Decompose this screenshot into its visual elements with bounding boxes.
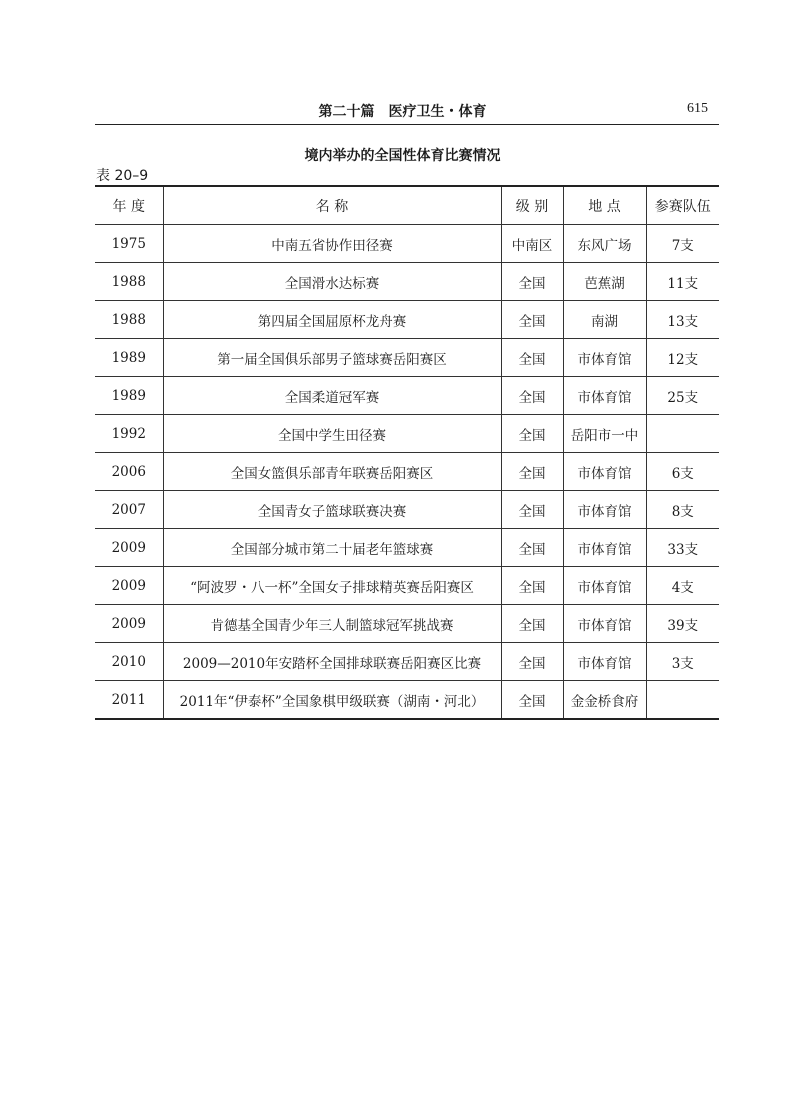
cell-place: 市体育馆 (563, 605, 646, 643)
chapter-title: 第二十篇 医疗卫生・体育 (318, 104, 487, 120)
table-row (95, 301, 719, 339)
header-teams: 参赛队伍 (646, 186, 719, 225)
cell-place: 市体育馆 (563, 453, 646, 491)
cell-teams (646, 415, 719, 453)
cell-name: 2009—2010年安踏杯全国排球联赛岳阳赛区比赛 (163, 643, 501, 681)
table-title: 境内举办的全国性体育比赛情况 (304, 148, 501, 164)
cell-year: 2009 (95, 529, 163, 567)
cell-teams: 7支 (646, 225, 719, 263)
table-row (95, 339, 719, 377)
header-level: 级 别 (501, 186, 563, 225)
cell-place: 金金桥食府 (563, 681, 646, 720)
cell-year: 2009 (95, 567, 163, 605)
cell-level: 全国 (501, 529, 563, 567)
cell-level: 全国 (501, 567, 563, 605)
table-row (95, 529, 719, 567)
events-table (95, 185, 719, 720)
cell-place: 市体育馆 (563, 339, 646, 377)
table-header-row (95, 186, 719, 225)
table-row (95, 453, 719, 491)
table-number: 表 20–9 (96, 168, 149, 184)
cell-year: 1989 (95, 377, 163, 415)
table-body (95, 225, 719, 720)
cell-name: 中南五省协作田径赛 (163, 225, 501, 263)
cell-name: 肯德基全国青少年三人制篮球冠军挑战赛 (163, 605, 501, 643)
cell-name: 第一届全国俱乐部男子篮球赛岳阳赛区 (163, 339, 501, 377)
cell-level: 全国 (501, 605, 563, 643)
table-row (95, 605, 719, 643)
cell-name: 2011年“伊泰杯”全国象棋甲级联赛（湖南・河北） (163, 681, 501, 720)
cell-teams: 4支 (646, 567, 719, 605)
cell-name: 全国部分城市第二十届老年篮球赛 (163, 529, 501, 567)
cell-teams: 39支 (646, 605, 719, 643)
table-row (95, 225, 719, 263)
cell-name: 第四届全国屈原杯龙舟赛 (163, 301, 501, 339)
cell-year: 2009 (95, 605, 163, 643)
cell-name: 全国女篮俱乐部青年联赛岳阳赛区 (163, 453, 501, 491)
cell-name: 全国中学生田径赛 (163, 415, 501, 453)
table-row (95, 681, 719, 720)
cell-level: 全国 (501, 415, 563, 453)
cell-place: 市体育馆 (563, 529, 646, 567)
cell-teams: 13支 (646, 301, 719, 339)
cell-teams: 25支 (646, 377, 719, 415)
header-year: 年 度 (95, 186, 163, 225)
cell-year: 2007 (95, 491, 163, 529)
cell-place: 南湖 (563, 301, 646, 339)
cell-place: 市体育馆 (563, 377, 646, 415)
cell-level: 全国 (501, 681, 563, 720)
table-row (95, 643, 719, 681)
cell-place: 东风广场 (563, 225, 646, 263)
cell-teams: 11支 (646, 263, 719, 301)
cell-level: 全国 (501, 491, 563, 529)
cell-year: 1988 (95, 263, 163, 301)
cell-place: 市体育馆 (563, 643, 646, 681)
page-number: 615 (687, 101, 708, 116)
table-row (95, 491, 719, 529)
table-row (95, 567, 719, 605)
cell-level: 全国 (501, 301, 563, 339)
cell-level: 中南区 (501, 225, 563, 263)
cell-year: 1988 (95, 301, 163, 339)
cell-year: 1975 (95, 225, 163, 263)
header-rule (95, 124, 719, 125)
cell-place: 岳阳市一中 (563, 415, 646, 453)
cell-year: 2011 (111, 691, 146, 708)
header-place: 地 点 (563, 186, 646, 225)
cell-year: 2010 (95, 643, 163, 681)
cell-year: 1989 (95, 339, 163, 377)
cell-year: 2006 (95, 453, 163, 491)
cell-level: 全国 (501, 263, 563, 301)
cell-teams: 33支 (646, 529, 719, 567)
cell-teams (646, 681, 719, 720)
cell-teams: 3支 (646, 643, 719, 681)
table-row (95, 263, 719, 301)
cell-name: 全国滑水达标赛 (163, 263, 501, 301)
cell-name: 全国柔道冠军赛 (163, 377, 501, 415)
table-row (95, 377, 719, 415)
cell-year: 1992 (95, 415, 163, 453)
cell-place: 市体育馆 (563, 567, 646, 605)
table-row (95, 415, 719, 453)
cell-teams: 6支 (646, 453, 719, 491)
cell-level: 全国 (501, 643, 563, 681)
cell-name: 全国青女子篮球联赛决赛 (163, 491, 501, 529)
cell-teams: 12支 (646, 339, 719, 377)
cell-level: 全国 (501, 339, 563, 377)
cell-name: “阿波罗・八一杯”全国女子排球精英赛岳阳赛区 (163, 567, 501, 605)
cell-level: 全国 (501, 377, 563, 415)
cell-level: 全国 (501, 453, 563, 491)
cell-teams: 8支 (646, 491, 719, 529)
header-name: 名 称 (163, 186, 501, 225)
cell-place: 芭蕉湖 (563, 263, 646, 301)
cell-place: 市体育馆 (563, 491, 646, 529)
